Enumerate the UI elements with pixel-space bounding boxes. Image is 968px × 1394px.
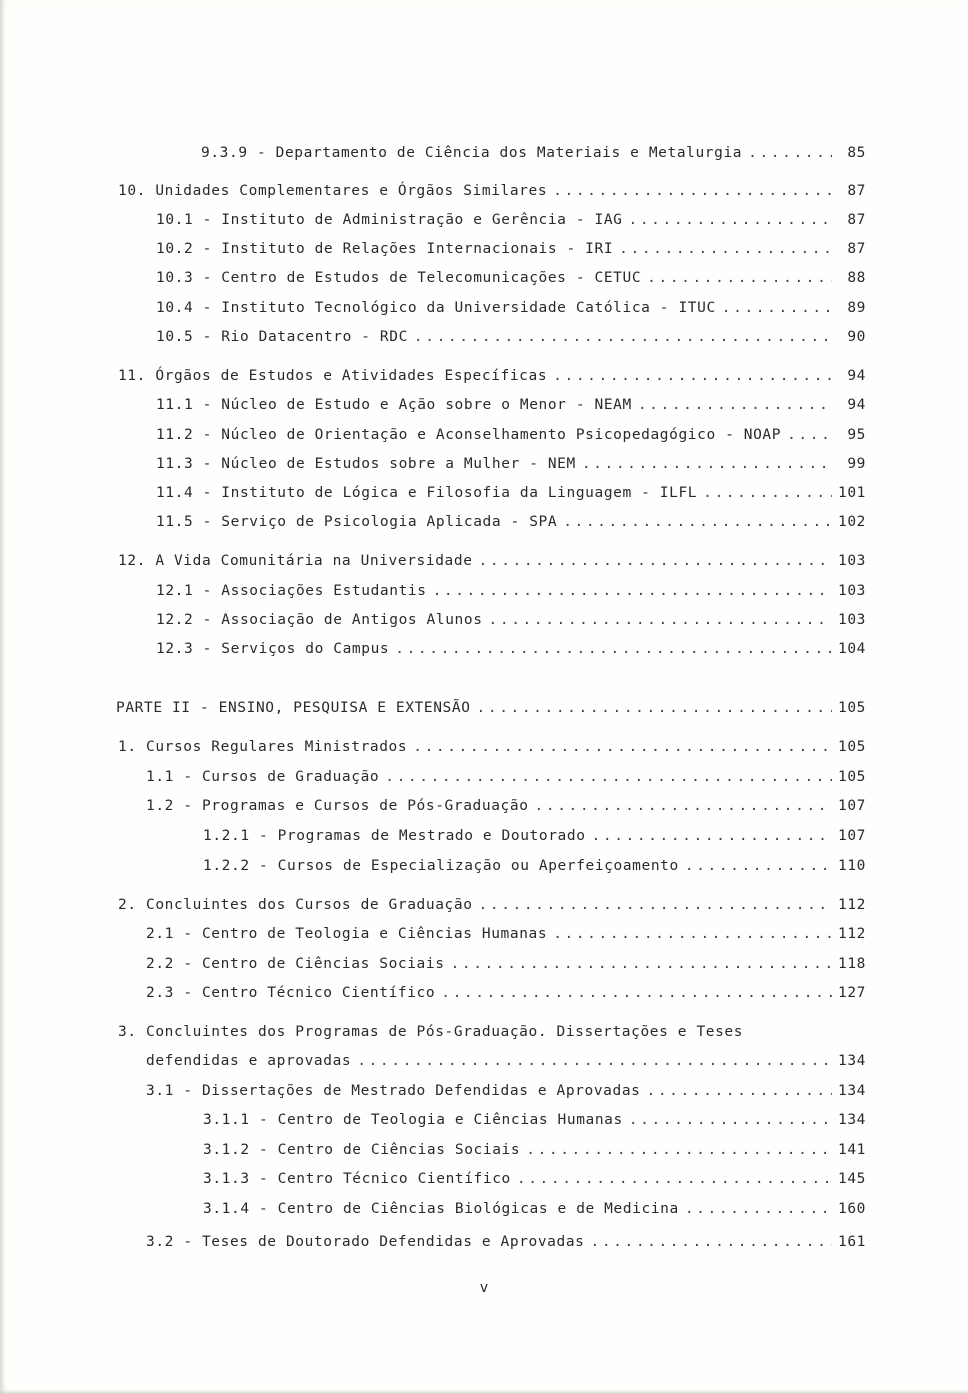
toc-entry: [146, 1080, 866, 1102]
part-heading: [116, 697, 866, 719]
toc-entry-page: 94: [847, 397, 866, 413]
toc-entry-page: 95: [847, 427, 866, 443]
leader-dots: [489, 609, 832, 631]
leader-dots: [619, 238, 832, 260]
toc-entry-page: 134: [838, 1053, 866, 1069]
toc-entry-page: 99: [847, 456, 866, 472]
toc-entry-page: 145: [838, 1171, 866, 1187]
toc-entry: [118, 894, 866, 916]
toc-entry-title: 3.1.2 - Centro de Ciências Sociais: [203, 1142, 521, 1158]
toc-entry-title: 1. Cursos Regulares Ministrados: [118, 739, 408, 755]
toc-entry-title: 11.3 - Núcleo de Estudos sobre a Mulher - NEM: [156, 456, 576, 472]
page-number: v: [479, 1280, 489, 1296]
leader-dots: [395, 638, 832, 660]
toc-entry-page: 105: [838, 769, 866, 785]
toc-entry-page: 103: [838, 612, 866, 628]
leader-dots: [591, 1231, 833, 1253]
leader-dots: [685, 855, 832, 877]
toc-entry: [146, 766, 866, 788]
toc-entry: [156, 424, 866, 446]
toc-entry: [203, 825, 866, 847]
toc-entry-title: 12.1 - Associações Estudantis: [156, 583, 427, 599]
toc-entry: [146, 1050, 866, 1072]
toc-entry: [118, 1021, 866, 1043]
leader-dots: [385, 766, 832, 788]
toc-entry-page: 101: [838, 485, 866, 501]
toc-entry-title: 2. Concluintes dos Cursos de Graduação: [118, 897, 473, 913]
toc-entry-title: 10.4 - Instituto Tecnológico da Universidade Católica - ITUC: [156, 300, 716, 316]
toc-entry: [146, 923, 866, 945]
toc-entry-page: 107: [838, 828, 866, 844]
leader-dots: [553, 365, 832, 387]
leader-dots: [433, 580, 832, 602]
toc-entry-page: 88: [847, 270, 866, 286]
toc-entry: [146, 953, 866, 975]
toc-entry-title: 11.2 - Núcleo de Orientação e Aconselhamento Psicopedagógico - NOAP: [156, 427, 782, 443]
toc-entry-page: 161: [838, 1234, 866, 1250]
toc-entry-page: 105: [838, 700, 866, 716]
leader-dots: [647, 267, 832, 289]
leader-dots: [479, 550, 832, 572]
toc-entry-page: 87: [847, 183, 866, 199]
toc-entry: [156, 580, 866, 602]
leader-dots: [414, 326, 832, 348]
toc-entry-title: 1.1 - Cursos de Graduação: [146, 769, 380, 785]
leader-dots: [451, 953, 832, 975]
leader-dots: [646, 1080, 832, 1102]
leader-dots: [638, 394, 832, 416]
leader-dots: [748, 142, 832, 164]
toc-entry: [156, 267, 866, 289]
toc-entry-title: 12. A Vida Comunitária na Universidade: [118, 553, 473, 569]
toc-entry: [156, 238, 866, 260]
toc-entry-page: 94: [847, 368, 866, 384]
toc-entry-page: 127: [838, 985, 866, 1001]
toc-entry-page: 87: [847, 212, 866, 228]
toc-entry-title: 11.5 - Serviço de Psicologia Aplicada - SPA: [156, 514, 558, 530]
toc-entry: [203, 855, 866, 877]
toc-entry-page: 160: [838, 1201, 866, 1217]
toc-entry: [156, 209, 866, 231]
toc-entry-title: 3.1 - Dissertações de Mestrado Defendidas e Aprovadas: [146, 1083, 641, 1099]
toc-entry-title: 10.2 - Instituto de Relações Internacionais - IRI: [156, 241, 614, 257]
toc-entry: [156, 511, 866, 533]
toc-entry-page: 89: [847, 300, 866, 316]
leader-dots: [685, 1198, 832, 1220]
toc-entry: [146, 1231, 866, 1253]
leader-dots: [357, 1050, 832, 1072]
leader-dots: [629, 1109, 832, 1131]
toc-entry-title: defendidas e aprovadas: [146, 1053, 352, 1069]
toc-entry-page: 110: [838, 858, 866, 874]
toc-entry-page: 90: [847, 329, 866, 345]
toc-entry-title: PARTE II - ENSINO, PESQUISA E EXTENSÃO: [116, 700, 471, 716]
toc-entry-title: 10.3 - Centro de Estudos de Telecomunicações - CETUC: [156, 270, 642, 286]
toc-entry: [156, 609, 866, 631]
toc-entry-title: 2.1 - Centro de Teologia e Ciências Humanas: [146, 926, 548, 942]
toc-entry-title: 12.2 - Associação de Antigos Alunos: [156, 612, 483, 628]
toc-entry: [156, 482, 866, 504]
toc-entry-title: 3.1.3 - Centro Técnico Científico: [203, 1171, 511, 1187]
leader-dots: [479, 894, 832, 916]
toc-entry: [203, 1109, 866, 1131]
leader-dots: [722, 297, 832, 319]
toc-entry: [118, 736, 866, 758]
leader-dots: [553, 923, 832, 945]
toc-entry-title: 9.3.9 - Departamento de Ciência dos Materiais e Metalurgia: [201, 145, 743, 161]
toc-entry-title: 10.5 - Rio Datacentro - RDC: [156, 329, 408, 345]
toc-entry-page: 112: [838, 926, 866, 942]
toc-entry-page: 105: [838, 739, 866, 755]
toc-entry-title: 1.2.2 - Cursos de Especialização ou Aperfeiçoamento: [203, 858, 679, 874]
toc-entry: [203, 1139, 866, 1161]
toc-entry-page: 85: [847, 145, 866, 161]
toc-entry-page: 118: [838, 956, 866, 972]
toc-entry-page: 104: [838, 641, 866, 657]
toc-entry-page: 107: [838, 798, 866, 814]
toc-entry-title: 3. Concluintes dos Programas de Pós-Graduação. Dissertações e Teses: [118, 1024, 744, 1040]
toc-entry: [118, 365, 866, 387]
leader-dots: [582, 453, 832, 475]
leader-dots: [703, 482, 832, 504]
toc-entry: [156, 297, 866, 319]
leader-dots: [787, 424, 832, 446]
toc-entry-page: 103: [838, 583, 866, 599]
leader-dots: [592, 825, 832, 847]
toc-entry-title: 12.3 - Serviços do Campus: [156, 641, 390, 657]
toc-entry-title: 10. Unidades Complementares e Órgãos Similares: [118, 183, 548, 199]
toc-entry-page: 141: [838, 1142, 866, 1158]
toc-entry-title: 11. Órgãos de Estudos e Atividades Específicas: [118, 368, 548, 384]
leader-dots: [526, 1139, 832, 1161]
leader-dots: [477, 697, 832, 719]
leader-dots: [441, 982, 832, 1004]
toc-entry-page: 134: [838, 1112, 866, 1128]
toc-entry: [203, 1198, 866, 1220]
toc-entry: [156, 453, 866, 475]
toc-entry-title: 1.2 - Programas e Cursos de Pós-Graduação: [146, 798, 529, 814]
toc-entry-page: 103: [838, 553, 866, 569]
toc-entry-title: 10.1 - Instituto de Administração e Gerência - IAG: [156, 212, 623, 228]
leader-dots: [553, 180, 832, 202]
toc-entry-page: 87: [847, 241, 866, 257]
toc-entry-title: 2.3 - Centro Técnico Científico: [146, 985, 436, 1001]
toc-entry-page: 134: [838, 1083, 866, 1099]
toc-entry-title: 1.2.1 - Programas de Mestrado e Doutorado: [203, 828, 586, 844]
leader-dots: [629, 209, 833, 231]
leader-dots: [563, 511, 832, 533]
toc-entry-title: 11.1 - Núcleo de Estudo e Ação sobre o Menor - NEAM: [156, 397, 632, 413]
toc-entry-title: 3.1.1 - Centro de Teologia e Ciências Humanas: [203, 1112, 623, 1128]
toc-entry-title: 2.2 - Centro de Ciências Sociais: [146, 956, 445, 972]
toc-entry: [118, 180, 866, 202]
toc-entry-title: 11.4 - Instituto de Lógica e Filosofia da Linguagem - ILFL: [156, 485, 698, 501]
toc-entry: [146, 795, 866, 817]
toc-entry: [146, 982, 866, 1004]
leader-dots: [413, 736, 832, 758]
toc-entry: [156, 638, 866, 660]
toc-entry: [156, 394, 866, 416]
toc-entry: [203, 1168, 866, 1190]
toc-entry-title: 3.1.4 - Centro de Ciências Biológicas e de Medicina: [203, 1201, 679, 1217]
toc-entry-page: 102: [838, 514, 866, 530]
leader-dots: [517, 1168, 832, 1190]
toc-entry: [118, 550, 866, 572]
toc-entry: [201, 142, 866, 164]
leader-dots: [535, 795, 832, 817]
toc-entry-page: 112: [838, 897, 866, 913]
toc-entry-title: 3.2 - Teses de Doutorado Defendidas e Aprovadas: [146, 1234, 585, 1250]
toc-entry: [156, 326, 866, 348]
